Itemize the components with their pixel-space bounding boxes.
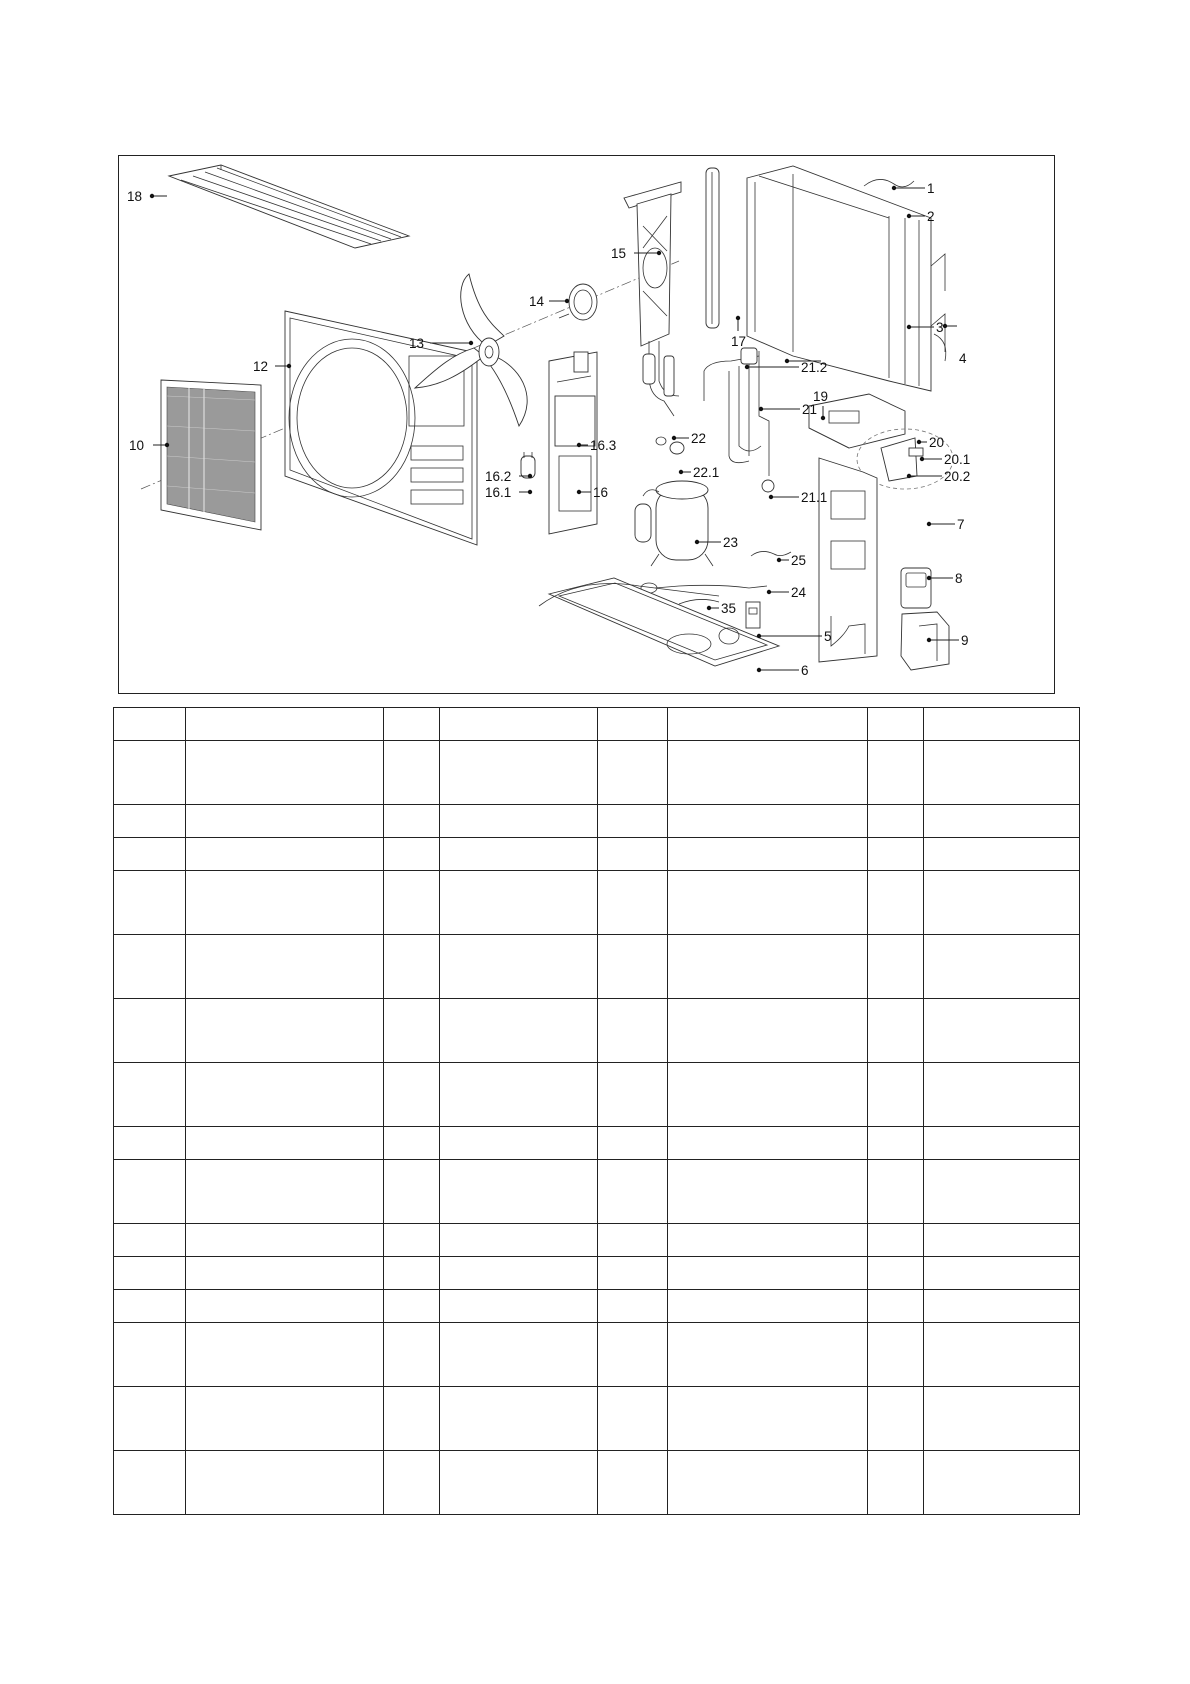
table-cell: [924, 708, 1080, 741]
table-cell: [186, 1323, 384, 1387]
table-cell: [440, 805, 598, 838]
table-cell: [668, 1323, 868, 1387]
table-cell: [114, 1290, 186, 1323]
table-cell: [598, 838, 668, 871]
callout-label: 20: [929, 435, 945, 450]
table-cell: [598, 805, 668, 838]
table-cell: [598, 1160, 668, 1224]
table-cell: [668, 1257, 868, 1290]
table-cell: [868, 1224, 924, 1257]
table-cell: [598, 1224, 668, 1257]
table-cell: [924, 1290, 1080, 1323]
callout-label: 21.1: [801, 490, 828, 505]
table-cell: [668, 999, 868, 1063]
table-cell: [114, 1257, 186, 1290]
table-cell: [598, 1387, 668, 1451]
table-cell: [668, 1127, 868, 1160]
table-cell: [868, 1257, 924, 1290]
callout-label: 18: [127, 189, 143, 204]
callout-label: 16.2: [485, 469, 512, 484]
callout-label: 35: [721, 601, 737, 616]
table-cell: [114, 1387, 186, 1451]
part-wire-35: [679, 599, 719, 604]
table-cell: [114, 838, 186, 871]
table-cell: [186, 838, 384, 871]
table-cell: [440, 1387, 598, 1451]
table-cell: [384, 999, 440, 1063]
table-cell: [114, 1160, 186, 1224]
table-cell: [384, 741, 440, 805]
table-row: [114, 1160, 1080, 1224]
table-cell: [598, 1290, 668, 1323]
table-cell: [924, 741, 1080, 805]
table-row: [114, 1323, 1080, 1387]
table-cell: [440, 1224, 598, 1257]
table-cell: [384, 1290, 440, 1323]
table-cell: [186, 935, 384, 999]
part-terminal-bracket: [881, 438, 923, 481]
table-cell: [668, 1160, 868, 1224]
table-cell: [668, 1063, 868, 1127]
part-fan-motor: [559, 284, 597, 320]
table-cell: [186, 1160, 384, 1224]
part-front-grille: [161, 380, 261, 530]
table-cell: [598, 1127, 668, 1160]
callout-label: 13: [409, 336, 425, 351]
table-cell: [868, 999, 924, 1063]
callout-label: 17: [731, 334, 747, 349]
table-cell: [186, 1063, 384, 1127]
part-four-way-valve: [643, 341, 684, 454]
table-cell: [114, 935, 186, 999]
callout-label: 16.3: [590, 438, 617, 453]
table-cell: [384, 1257, 440, 1290]
table-cell: [924, 805, 1080, 838]
table-cell: [924, 1063, 1080, 1127]
callout-label: 16: [593, 485, 609, 500]
table-cell: [186, 999, 384, 1063]
callout-label: 16.1: [485, 485, 512, 500]
table-cell: [668, 805, 868, 838]
table-cell: [598, 741, 668, 805]
table-cell: [384, 1224, 440, 1257]
exploded-view-diagram: [118, 155, 1055, 694]
table-cell: [114, 1224, 186, 1257]
table-cell: [114, 741, 186, 805]
callout-label: 22.1: [693, 465, 720, 480]
table-cell: [668, 1224, 868, 1257]
table-cell: [384, 935, 440, 999]
table-row: [114, 708, 1080, 741]
table-row: [114, 1257, 1080, 1290]
table-cell: [440, 1127, 598, 1160]
table-row: [114, 1290, 1080, 1323]
table-cell: [598, 708, 668, 741]
table-cell: [186, 708, 384, 741]
table-cell: [924, 935, 1080, 999]
table-cell: [924, 838, 1080, 871]
table-cell: [186, 741, 384, 805]
table-cell: [384, 1127, 440, 1160]
table-cell: [868, 1451, 924, 1515]
table-cell: [598, 1257, 668, 1290]
callout-label: 23: [723, 535, 739, 550]
table-cell: [384, 1387, 440, 1451]
table-cell: [384, 838, 440, 871]
table-cell: [668, 1290, 868, 1323]
part-base-pan: [539, 578, 779, 666]
table-cell: [440, 999, 598, 1063]
callout-label: 3: [936, 320, 944, 335]
table-cell: [440, 935, 598, 999]
table-cell: [668, 1387, 868, 1451]
table-cell: [868, 1387, 924, 1451]
table-cell: [598, 1323, 668, 1387]
table-cell: [924, 1323, 1080, 1387]
table-cell: [114, 871, 186, 935]
callout-label: 1: [927, 181, 935, 196]
table-cell: [114, 708, 186, 741]
table-cell: [868, 1323, 924, 1387]
table-cell: [668, 1451, 868, 1515]
table-cell: [868, 871, 924, 935]
table-cell: [440, 1257, 598, 1290]
table-cell: [440, 708, 598, 741]
table-row: [114, 871, 1080, 935]
callout-label: 21.2: [801, 360, 828, 375]
table-row: [114, 935, 1080, 999]
table-cell: [114, 805, 186, 838]
table-row: [114, 999, 1080, 1063]
part-handle: [901, 568, 931, 608]
table-cell: [384, 1451, 440, 1515]
part-valve-cover: [901, 612, 949, 670]
table-cell: [924, 1387, 1080, 1451]
callout-label: 20.2: [944, 469, 971, 484]
table-cell: [384, 1160, 440, 1224]
table-cell: [440, 838, 598, 871]
callout-label: 24: [791, 585, 807, 600]
part-condenser-coil: [747, 166, 945, 391]
callout-label: 20.1: [944, 452, 971, 467]
part-small-tube-1: [864, 179, 914, 186]
table-cell: [186, 1257, 384, 1290]
table-cell: [440, 1160, 598, 1224]
table-cell: [440, 741, 598, 805]
table-cell: [598, 1451, 668, 1515]
table-cell: [186, 1387, 384, 1451]
callout-label: 7: [957, 517, 965, 532]
table-cell: [868, 838, 924, 871]
table-cell: [868, 708, 924, 741]
part-compressor: [635, 481, 713, 566]
callout-label: 4: [959, 351, 967, 366]
part-front-panel: [285, 311, 477, 545]
table-cell: [440, 1290, 598, 1323]
callout-label: 5: [824, 629, 832, 644]
table-cell: [114, 1323, 186, 1387]
table-cell: [186, 1127, 384, 1160]
table-cell: [114, 1127, 186, 1160]
table-cell: [384, 708, 440, 741]
table-cell: [868, 1290, 924, 1323]
table-row: [114, 838, 1080, 871]
part-top-cover: [169, 165, 409, 248]
table-cell: [186, 871, 384, 935]
table-cell: [924, 999, 1080, 1063]
table-cell: [668, 838, 868, 871]
table-cell: [924, 1451, 1080, 1515]
table-cell: [868, 741, 924, 805]
table-cell: [868, 1063, 924, 1127]
table-row: [114, 1387, 1080, 1451]
table-cell: [924, 1224, 1080, 1257]
table-cell: [186, 1451, 384, 1515]
table-cell: [868, 805, 924, 838]
table-row: [114, 1224, 1080, 1257]
callout-label: 12: [253, 359, 269, 374]
part-small-bracket: [746, 602, 760, 628]
parts-table: [113, 707, 1080, 1515]
callout-label: 6: [801, 663, 809, 678]
table-cell: [924, 1160, 1080, 1224]
parts-table-body: [114, 708, 1080, 1515]
callout-label: 25: [791, 553, 807, 568]
part-sensor-wire: [751, 551, 791, 556]
part-capacitor: [521, 452, 535, 478]
table-cell: [186, 805, 384, 838]
part-partition-post: [706, 168, 719, 328]
table-row: [114, 1127, 1080, 1160]
table-cell: [440, 1451, 598, 1515]
callout-label: 8: [955, 571, 963, 586]
exploded-view-svg: [119, 156, 1056, 695]
table-cell: [440, 1323, 598, 1387]
table-cell: [668, 741, 868, 805]
table-row: [114, 741, 1080, 805]
table-cell: [598, 871, 668, 935]
table-cell: [384, 871, 440, 935]
table-cell: [924, 1127, 1080, 1160]
table-cell: [186, 1290, 384, 1323]
table-cell: [598, 1063, 668, 1127]
callout-label: 2: [927, 209, 935, 224]
table-cell: [924, 1257, 1080, 1290]
table-cell: [668, 871, 868, 935]
table-cell: [868, 1160, 924, 1224]
table-cell: [186, 1224, 384, 1257]
callout-label: 19: [813, 389, 829, 404]
callout-label: 9: [961, 633, 969, 648]
table-cell: [440, 1063, 598, 1127]
table-row: [114, 1451, 1080, 1515]
table-cell: [868, 1127, 924, 1160]
table-cell: [598, 999, 668, 1063]
table-cell: [668, 935, 868, 999]
callout-label: 14: [529, 294, 545, 309]
table-row: [114, 1063, 1080, 1127]
table-row: [114, 805, 1080, 838]
table-cell: [384, 1323, 440, 1387]
table-cell: [668, 708, 868, 741]
part-small-tube-4: [934, 334, 946, 361]
table-cell: [384, 1063, 440, 1127]
table-cell: [598, 935, 668, 999]
callout-label: 22: [691, 431, 707, 446]
table-cell: [114, 1063, 186, 1127]
part-crankcase-heater: [641, 583, 767, 593]
table-cell: [440, 871, 598, 935]
callout-label: 21: [802, 402, 818, 417]
table-cell: [924, 871, 1080, 935]
table-cell: [868, 935, 924, 999]
callout-label: 10: [129, 438, 145, 453]
callout-label: 15: [611, 246, 627, 261]
table-cell: [114, 1451, 186, 1515]
table-cell: [114, 999, 186, 1063]
table-cell: [384, 805, 440, 838]
